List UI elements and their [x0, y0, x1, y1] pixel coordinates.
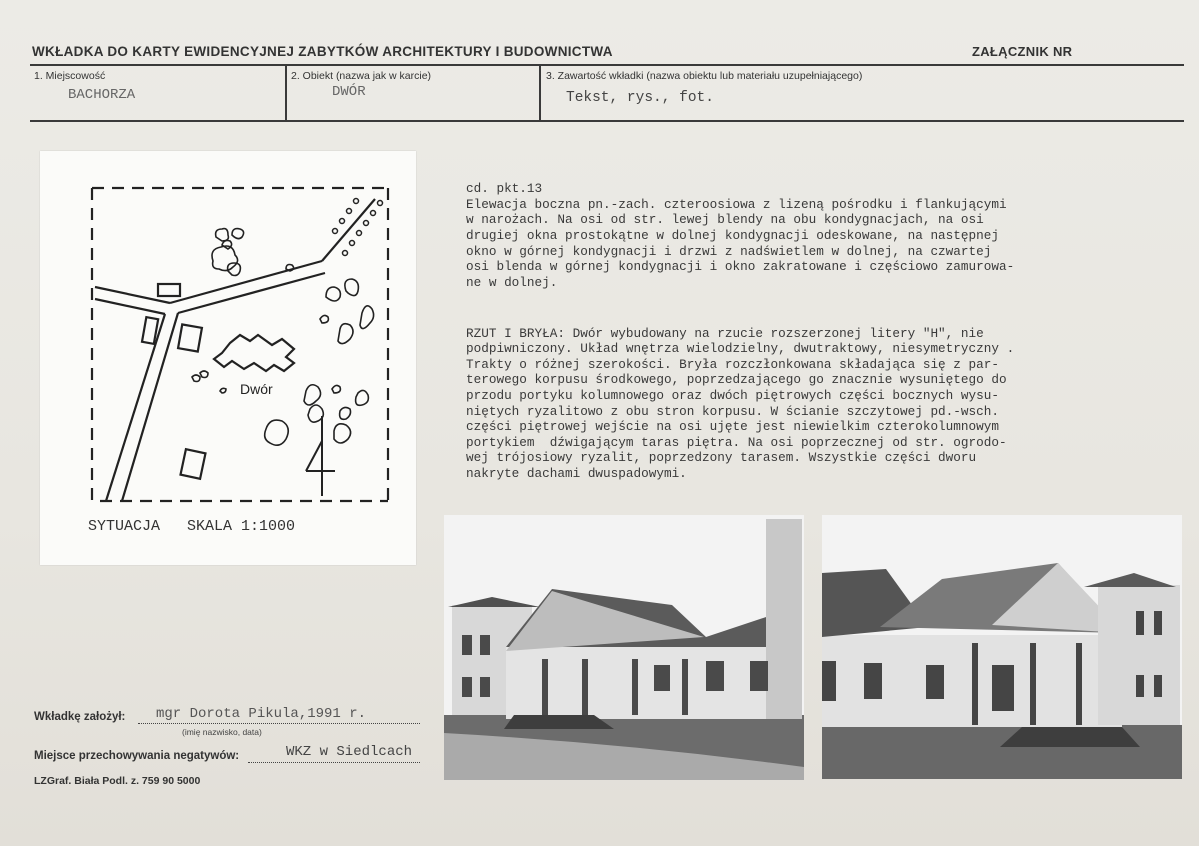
object-value: DWÓR	[332, 84, 366, 100]
description-text	[466, 150, 1194, 567]
site-plan-caption: SYTUACJA SKALA 1:1000	[88, 518, 296, 535]
manor-photo-front-image	[444, 515, 804, 780]
manor-photo-front	[444, 515, 804, 780]
site-plan-drawing	[40, 151, 416, 565]
field-divider-2	[539, 64, 541, 120]
header-rule	[30, 64, 1184, 66]
author-value: mgr Dorota Pikula,1991 r.	[156, 706, 367, 722]
description-paragraph-plan: RZUT I BRYŁA: Dwór wybudowany na rzucie rozszerzonej litery "H", nie podpiwniczony. Układ wnętrza wielodzielny, dwutraktowy, niesymetryczny . Trakty o różnej szerokości. Bryła rozczłonkowana składająca się z par- terowego korpusu środkowego, poprzedzającego go znacznie wysuniętego do przodu portyku kolumnowego oraz dwóch piętrowych części bocznych wysu- niętych ryzalitowo z obu stron korpusu. W ścianie szczytowej pd.-wsch. części piętrowej wejście na osi ujęte jest niewielkim czterokolumnowym portykiem dźwigającym taras piętra. Na osi poprzecznej od str. ogrodo- wej trójosiowy ryzalit, poprzedzony tarasem. Wszystkie części dworu nakryte dachami dwuspadowymi.	[466, 325, 1015, 481]
field-divider-1	[285, 64, 287, 120]
author-hint: (imię nazwisko, data)	[182, 727, 262, 737]
locality-label: 1. Miejscowość	[34, 70, 106, 82]
manor-photo-side-image	[822, 515, 1182, 779]
card-title: WKŁADKA DO KARTY EWIDENCYJNEJ ZABYTKÓW ARCHITEKTURY I BUDOWNICTWA	[32, 44, 613, 59]
manor-photo-side	[822, 515, 1182, 779]
contents-value: Tekst, rys., fot.	[566, 90, 714, 106]
author-label: Wkładkę założył:	[34, 711, 126, 723]
building-label: Dwór	[240, 381, 273, 397]
locality-value: BACHORZA	[68, 87, 136, 103]
fields-rule	[30, 120, 1184, 122]
negatives-label: Miejsce przechowywania negatywów:	[34, 750, 240, 762]
contents-label: 3. Zawartość wkładki (nazwa obiektu lub materiału uzupełniającego)	[546, 70, 863, 82]
description-paragraph-elevation: cd. pkt.13 Elewacja boczna pn.-zach. czteroosiowa z lizeną pośrodku i flankującymi w narożach. Na osi od str. lewej blendy na obu kondygnacjach, na osi drugiej okna prostokątne w dolnej kondygnacji odeskowane, na następnej okno w górnej kondygnacji i drzwi z nadświetlem w dolnej, na czwartej osi blenda w górnej kondygnacji i okno zakratowane i częściowo zamurowa- ne w dolnej.	[466, 181, 1015, 290]
attachment-number-label: ZAŁĄCZNIK NR	[972, 44, 1073, 59]
negatives-line	[248, 762, 420, 763]
author-line	[138, 723, 420, 724]
printer-imprint: LZGraf. Biała Podl. z. 759 90 5000	[34, 775, 201, 787]
negatives-value: WKZ w Siedlcach	[286, 744, 413, 760]
object-label: 2. Obiekt (nazwa jak w karcie)	[291, 70, 432, 82]
site-plan-panel	[40, 151, 416, 565]
